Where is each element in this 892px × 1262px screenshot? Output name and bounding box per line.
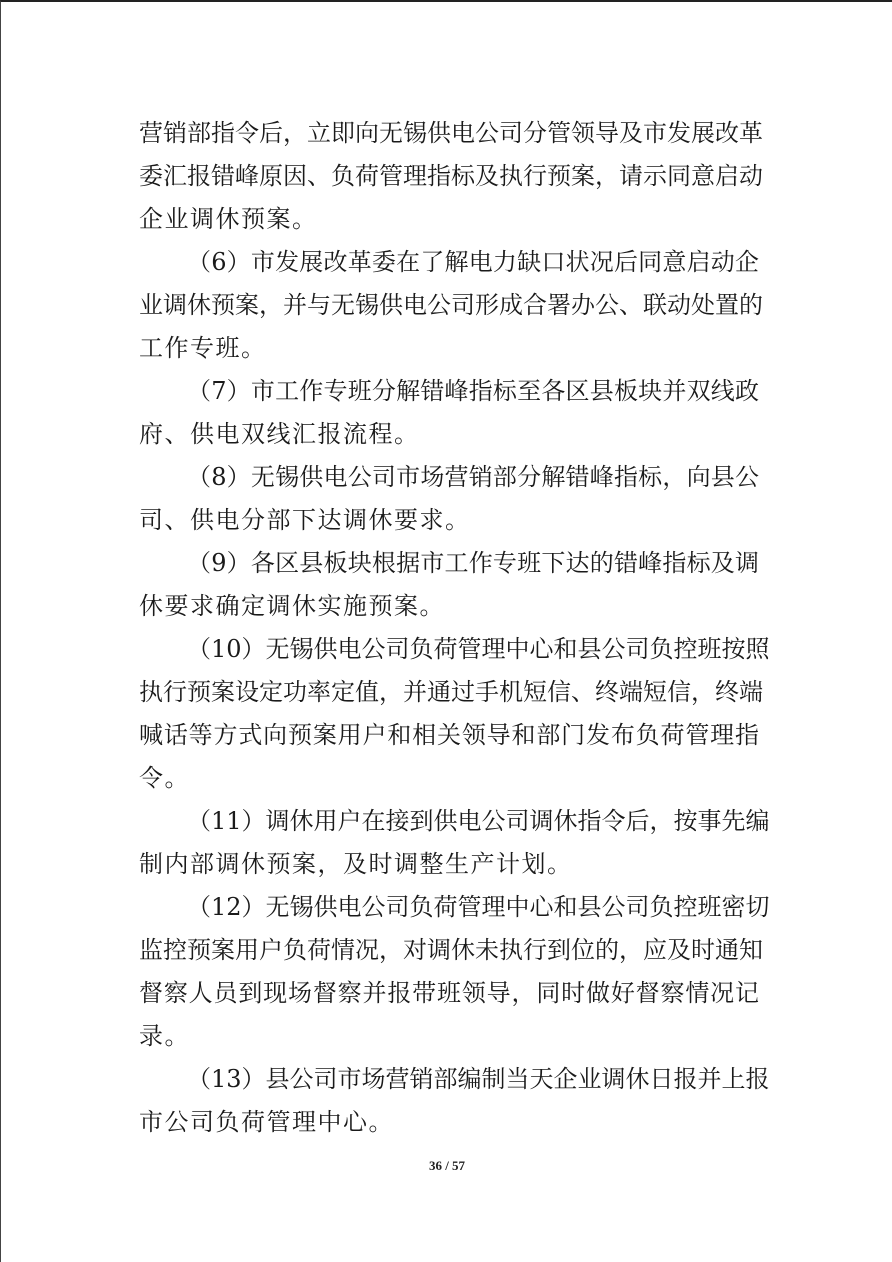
paragraph-line: 执行预案设定功率定值，并通过手机短信、终端短信，终端 [139, 678, 763, 706]
paragraph-line: 制内部调休预案，及时调整生产计划。 [139, 850, 573, 878]
paragraph-line: 企业调休预案。 [139, 205, 318, 233]
paragraph-line: （13）县公司市场营销部编制当天企业调休日报并上报 [187, 1065, 770, 1093]
paragraph-line: （8）无锡供电公司市场营销部分解错峰指标，向县公 [187, 463, 759, 491]
paragraph-line: （9）各区县板块根据市工作专班下达的错峰指标及调 [187, 549, 759, 577]
paragraph-line: 市公司负荷管理中心。 [139, 1108, 394, 1136]
page-number: 36 / 57 [428, 1158, 466, 1173]
paragraph-line: （11）调休用户在接到供电公司调休指令后，按事先编 [187, 807, 770, 835]
paragraph-line: （12）无锡供电公司负荷管理中心和县公司负控班密切 [187, 893, 770, 921]
paragraph-line: 府、供电双线汇报流程。 [139, 420, 420, 448]
paragraph-line: 司、供电分部下达调休要求。 [139, 506, 471, 534]
paragraph-line: （10）无锡供电公司负荷管理中心和县公司负控班按照 [187, 635, 770, 663]
paragraph-line: 监控预案用户负荷情况，对调休未执行到位的，应及时通知 [139, 936, 763, 964]
paragraph-line: 喊话等方式向预案用户和相关领导和部门发布负荷管理指 [139, 721, 759, 749]
paragraph-line: 令。 [139, 764, 190, 792]
paragraph-line: 业调休预案，并与无锡供电公司形成合署办公、联动处置的 [139, 291, 763, 319]
paragraph-line: 录。 [139, 1022, 190, 1050]
paragraph-line: （7）市工作专班分解错峰指标至各区县板块并双线政 [187, 377, 759, 405]
paragraph-line: 营销部指令后，立即向无锡供电公司分管领导及市发展改革 [139, 119, 763, 147]
paragraph-line: 工作专班。 [139, 334, 267, 362]
paragraph-line: （6）市发展改革委在了解电力缺口状况后同意启动企 [187, 248, 759, 276]
paragraph-line: 委汇报错峰原因、负荷管理指标及执行预案，请示同意启动 [139, 162, 763, 190]
paragraph-line: 督察人员到现场督察并报带班领导，同时做好督察情况记 [139, 979, 759, 1007]
paragraph-line: 休要求确定调休实施预案。 [139, 592, 445, 620]
